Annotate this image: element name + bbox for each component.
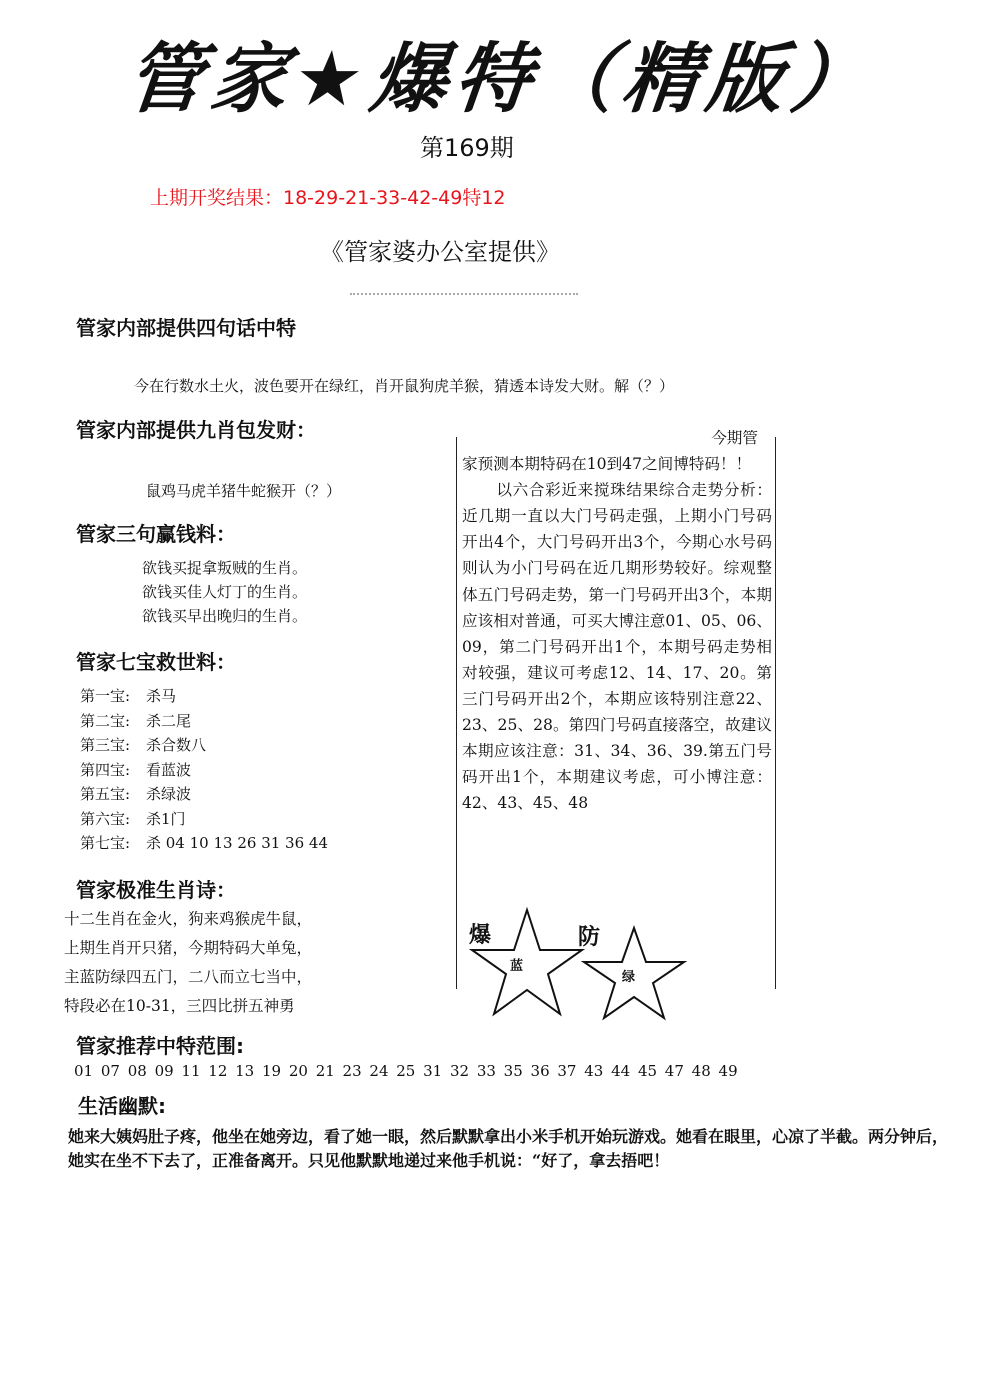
humor-text: 她来大姨妈肚子疼，他坐在她旁边，看了她一眼，然后默默拿出小米手机开始玩游戏。她看在眼里，心凉了半截。两分钟后，她实在坐不下去了，正准备离开。只见他默默地递过来他手机说：“好了，拿去捂吧！ [68, 1127, 949, 1170]
four-lines-text: 今在行数水土火，波色要开在绿红，肖开鼠狗虎羊猴，猜透本诗发大财。解（？） [134, 377, 675, 395]
nine-zodiac-text: 鼠鸡马虎羊猪牛蛇猴开（？） [146, 482, 342, 500]
analysis-text [462, 425, 772, 816]
three-lines-list [142, 556, 307, 628]
three-lines-heading: 管家三句赢钱料： [76, 522, 236, 546]
treasure-key: 第七宝: [80, 834, 131, 852]
treasure-value: 杀 04 10 13 26 31 36 44 [146, 834, 328, 852]
seven-treasures-heading: 管家七宝救世料： [76, 650, 236, 674]
provider-line: 《管家婆办公室提供》 [320, 238, 560, 266]
analysis-head: 今期管 [711, 429, 758, 447]
poem-line: 特段必在10-31，三四比拼五神勇 [64, 997, 295, 1015]
right-star-text: 绿 [622, 970, 636, 985]
dotted-divider [350, 293, 578, 295]
four-lines-heading: 管家内部提供四句话中特 [76, 316, 296, 340]
treasure-row [80, 831, 328, 856]
seven-treasures-list [80, 684, 328, 856]
analysis-paragraph-1: 家预测本期特码在10到47之间博特码！！ [462, 455, 752, 474]
three-lines-item: 欲钱买早出晚归的生肖。 [142, 607, 308, 625]
treasure-row [80, 758, 328, 783]
treasure-value: 杀合数八 [146, 736, 207, 754]
treasure-key: 第二宝: [80, 711, 131, 730]
treasure-value: 杀1门 [146, 809, 186, 828]
issue-number: 第169期 [420, 134, 514, 162]
analysis-paragraph-2: 以六合彩近来搅珠结果综合走势分析：近几期一直以大门号码走强，上期小门号码开出4个，大门号码开出3个，今期心水号码则认为小门号码在近几期形势较好。综观整体五门号码走势，第一门号码开出3个，本期应该相对普通，可买大博注意01、05、06、09，第二门号码开出1个，本期号码走势相对较强，建议可考虑12、14、17、20。第三门号码开出2个，本期应该特别注意22、23、25、28。第四门号码直接落空，故建议本期应该注意：31、34、36、39.第五门号码开出1个，本期建议考虑，可小博注意：42、43、45、48 [462, 481, 772, 813]
treasure-row [80, 782, 328, 807]
left-star-text: 蓝 [510, 959, 524, 974]
fang-label: 防 [578, 925, 601, 950]
treasure-row [80, 684, 328, 709]
treasure-value: 看蓝波 [146, 760, 192, 779]
poem-block [64, 905, 312, 1021]
bao-label: 爆 [469, 923, 492, 948]
treasure-value: 杀马 [146, 687, 177, 705]
humor-heading: 生活幽默: [78, 1094, 166, 1118]
poem-line: 主蓝防绿四五门，二八而立七当中， [64, 968, 313, 986]
poem-heading: 管家极准生肖诗： [76, 878, 236, 902]
nine-zodiac-heading: 管家内部提供九肖包发财： [76, 418, 316, 442]
left-star-icon [468, 906, 586, 1018]
treasure-key: 第三宝: [80, 736, 131, 754]
range-numbers: 01 07 08 09 11 12 13 19 20 21 23 24 25 31 32 33 35 36 37 43 44 45 47 48 49 [74, 1062, 738, 1080]
treasure-row [80, 807, 328, 832]
three-lines-item: 欲钱买佳人灯丁的生肖。 [142, 583, 308, 601]
last-draw-result: 上期开奖结果：18-29-21-33-42-49特12 [150, 187, 506, 209]
poem-line: 十二生肖在金火，狗来鸡猴虎牛鼠， [64, 910, 313, 928]
three-lines-item: 欲钱买捉拿叛贼的生肖。 [142, 559, 308, 577]
treasure-value: 杀绿波 [146, 785, 192, 803]
treasure-key: 第四宝: [80, 760, 131, 779]
poem-line: 上期生肖开只猪，今期特码大单兔， [64, 939, 313, 957]
treasure-row [80, 709, 328, 734]
treasure-key: 第六宝: [80, 809, 131, 828]
treasure-value: 杀二尾 [146, 711, 192, 730]
treasure-key: 第五宝: [80, 785, 131, 803]
treasure-row [80, 733, 328, 758]
page-title: 管家★爆特（精版） [122, 34, 880, 123]
treasure-key: 第一宝: [80, 687, 131, 705]
range-heading: 管家推荐中特范围: [76, 1034, 244, 1058]
